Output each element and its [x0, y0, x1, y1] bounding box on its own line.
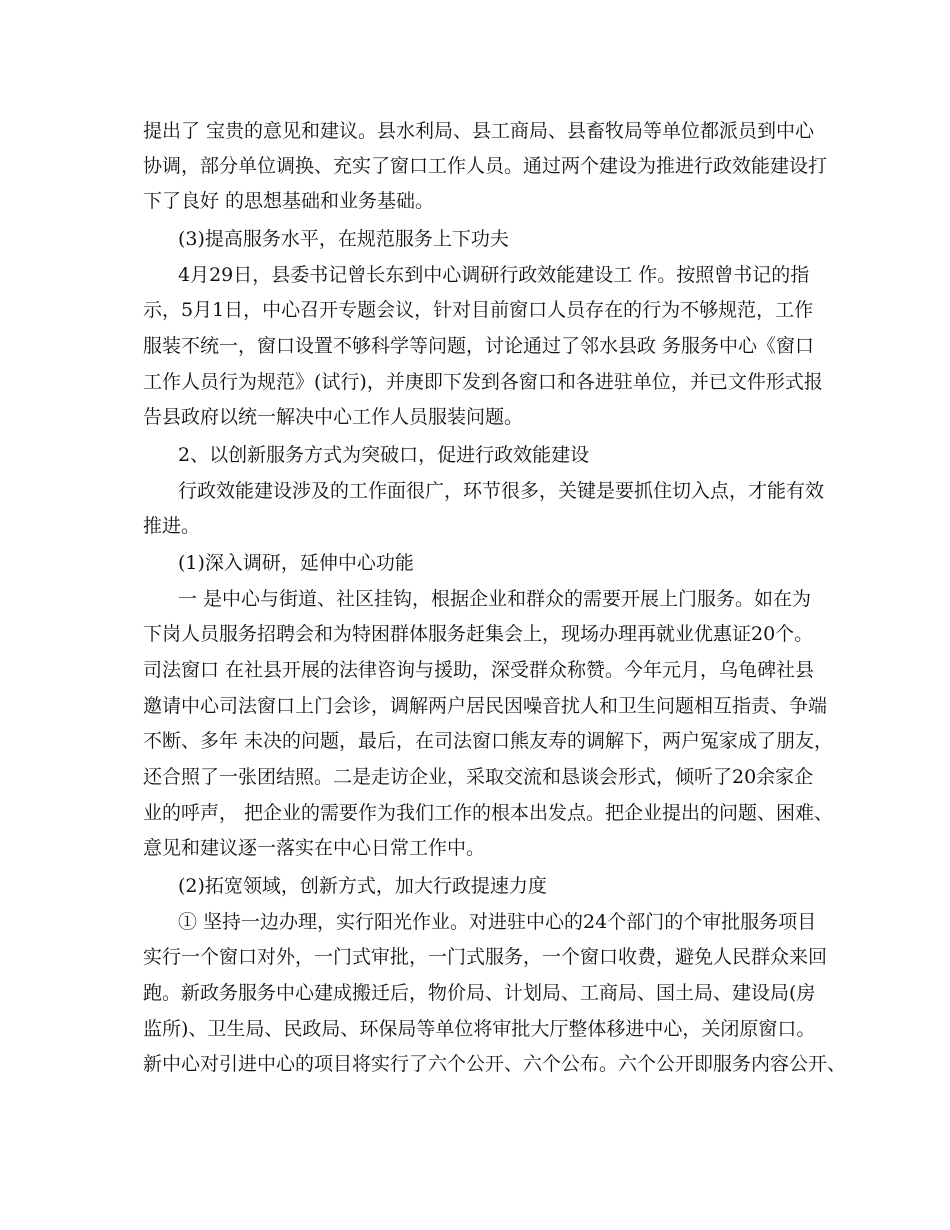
paragraph-line: 下了良好 的思想基础和业务基础。 — [143, 190, 435, 212]
paragraph-line: 不断、多年 未决的问题，最后，在司法窗口熊友寿的调解下，两户冤家成了朋友， — [143, 730, 834, 752]
paragraph-line: 推进。 — [143, 515, 201, 537]
paragraph-line: 示，5月1日，中心召开专题会议，针对目前窗口人员存在的行为不够规范，工作 — [143, 299, 814, 321]
paragraph-line: 意见和建议逐一落实在中心日常工作中。 — [143, 837, 486, 859]
paragraph-line: 工作人员行为规范》(试行)，并庚即下发到各窗口和各进驻单位，并已文件形式报 — [143, 371, 823, 393]
paragraph-line: 服装不统一，窗口设置不够科学等问题，讨论通过了邻水县政 务服务中心《窗口 — [143, 335, 815, 357]
paragraph-line: 告县政府以统一解决中心工作人员服装问题。 — [143, 406, 524, 428]
section-heading: (2)拓宽领域，创新方式，加大行政提速力度 — [178, 875, 547, 897]
section-heading: 2、以创新服务方式为突破口，促进行政效能建设 — [178, 444, 590, 466]
paragraph-line: 协调，部分单位调换、充实了窗口工作人员。通过两个建设为推进行政效能建设打 — [143, 155, 828, 177]
paragraph-line: 一 是中心与街道、社区挂钩，根据企业和群众的需要开展上门服务。如在为 — [178, 588, 812, 610]
paragraph-line: 下岗人员服务招聘会和为特困群体服务赶集会上，现场办理再就业优惠证20个。 — [143, 623, 814, 645]
paragraph-line: 行政效能建设涉及的工作面很广，环节很多，关键是要抓住切入点，才能有效 — [178, 480, 825, 502]
paragraph-line: 4月29日，县委书记曾长东到中心调研行政效能建设工 作。按照曾书记的指 — [178, 264, 810, 286]
paragraph-line: 监所)、卫生局、民政局、环保局等单位将审批大厅整体移进中心，关闭原窗口。 — [143, 1018, 816, 1040]
paragraph-line: 新中心对引进中心的项目将实行了六个公开、六个公布。六个公开即服务内容公开、 — [143, 1053, 847, 1075]
paragraph-line: 提出了 宝贵的意见和建议。县水利局、县工商局、县畜牧局等单位都派员到中心 — [143, 120, 815, 142]
paragraph-line: 司法窗口 在社县开展的法律咨询与援助，深受群众称赞。今年元月，乌龟碑社县 — [143, 659, 815, 681]
paragraph-line: 还合照了一张团结照。二是走访企业，采取交流和恳谈会形式，倾听了20余家企 — [143, 766, 814, 788]
paragraph-line: 邀请中心司法窗口上门会诊，调解两户居民因噪音扰人和卫生问题相互指责、争端 — [143, 695, 828, 717]
section-heading: (1)深入调研，延伸中心功能 — [178, 552, 414, 574]
paragraph-line: 业的呼声， 把企业的需要作为我们工作的根本出发点。把企业提出的问题、困难、 — [143, 802, 834, 824]
paragraph-line: 跑。新政务服务中心建成搬迁后，物价局、计划局、工商局、国土局、建设局(房 — [143, 982, 816, 1004]
section-heading: (3)提高服务水平，在规范服务上下功夫 — [178, 228, 509, 250]
paragraph-line: 实行一个窗口对外，一门式审批，一门式服务，一个窗口收费，避免人民群众来回 — [143, 946, 828, 968]
paragraph-line: ① 坚持一边办理，实行阳光作业。对进驻中心的24个部门的个审批服务项目 — [178, 911, 817, 933]
